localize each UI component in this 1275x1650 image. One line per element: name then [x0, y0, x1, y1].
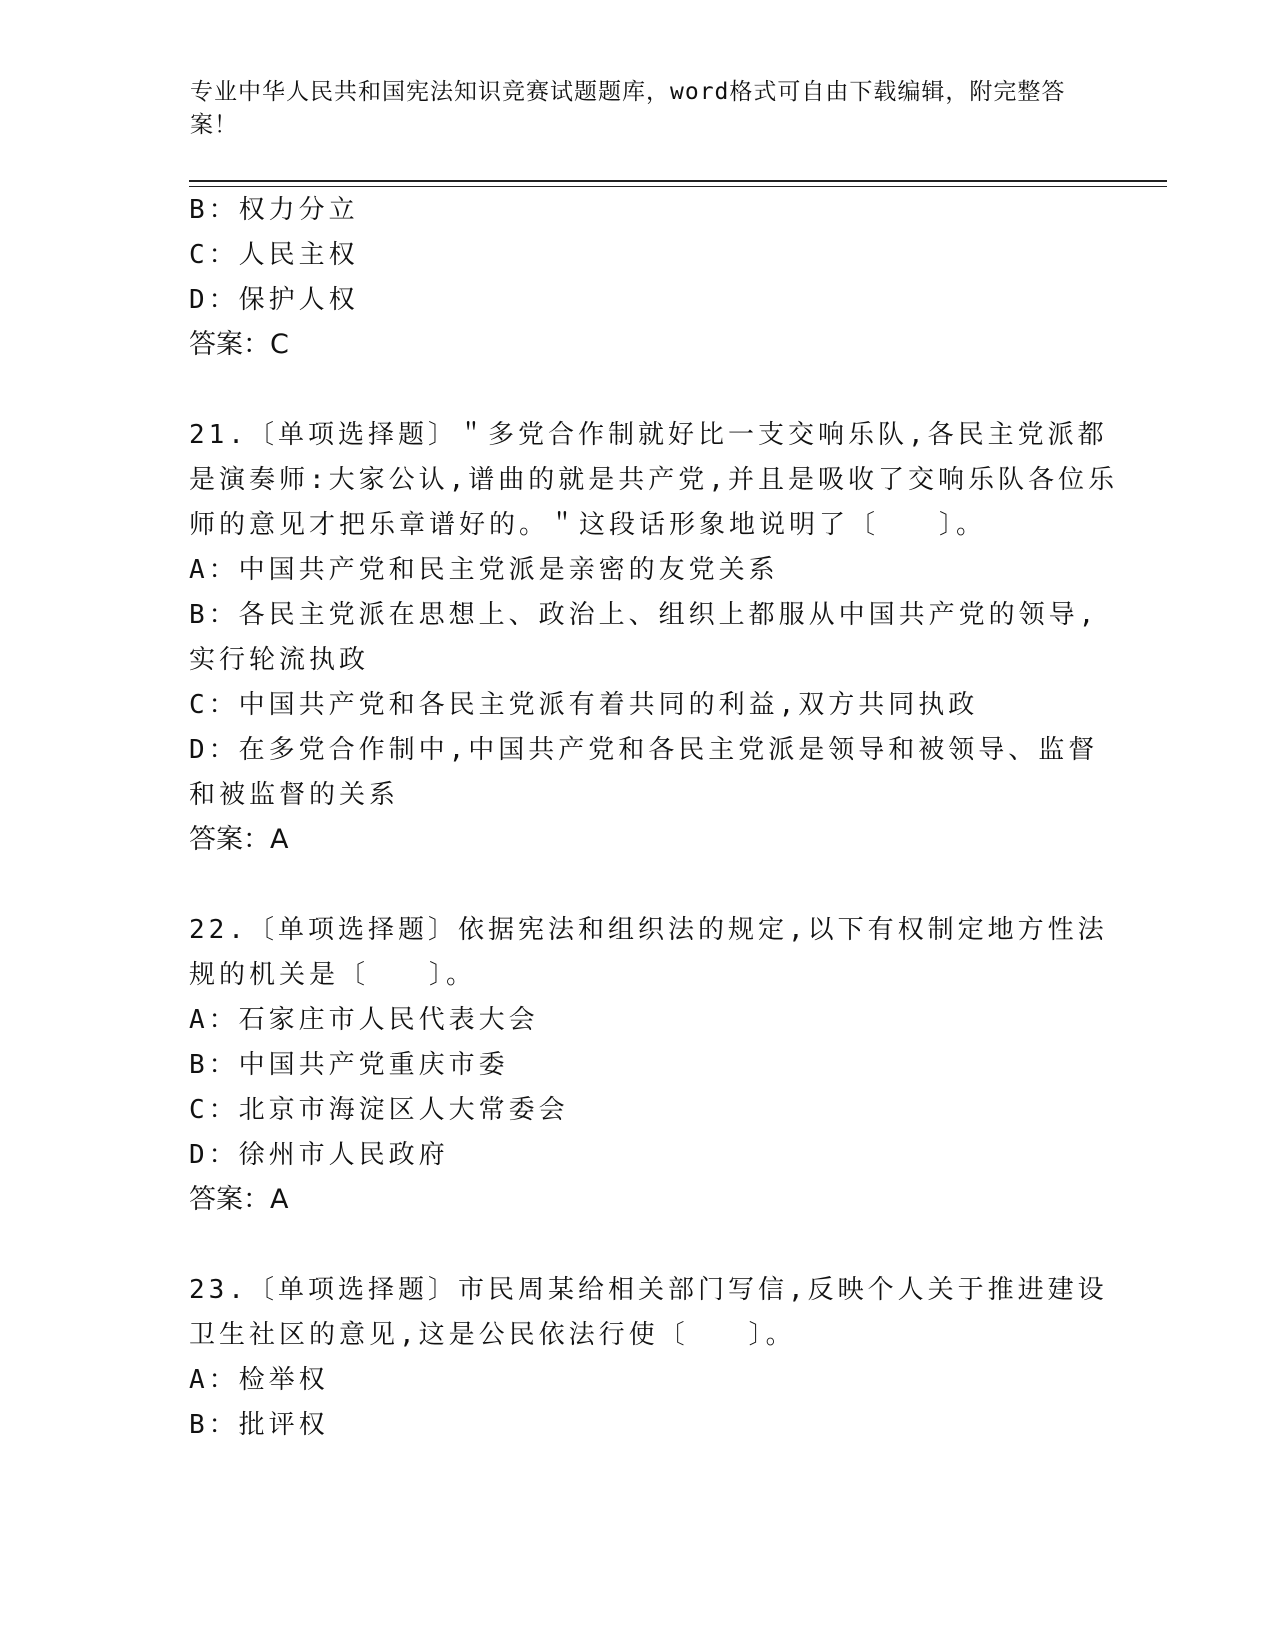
- header-rule-thick: [189, 180, 1167, 182]
- question-22-line-1: 22.〔单项选择题〕依据宪法和组织法的规定,以下有权制定地方性法: [189, 915, 1108, 945]
- q21-option-b-line-1: B：各民主党派在思想上、政治上、组织上都服从中国共产党的领导,: [189, 600, 1099, 630]
- q21-option-d-line-2: 和被监督的关系: [189, 780, 400, 810]
- question-23-line-1: 23.〔单项选择题〕市民周某给相关部门写信,反映个人关于推进建设: [189, 1275, 1108, 1305]
- question-21-line-2: 是演奏师:大家公认,谱曲的就是共产党,并且是吸收了交响乐队各位乐: [189, 465, 1118, 495]
- q22-option-c: C：北京市海淀区人大常委会: [189, 1095, 569, 1125]
- question-22-line-2: 规的机关是〔 〕。: [189, 960, 477, 990]
- q22-option-d: D：徐州市人民政府: [189, 1140, 449, 1170]
- question-23-line-2: 卫生社区的意见,这是公民依法行使〔 〕。: [189, 1320, 796, 1350]
- question-21-line-3: 师的意见才把乐章谱好的。＂这段话形象地说明了〔 〕。: [189, 510, 987, 540]
- q21-option-c: C：中国共产党和各民主党派有着共同的利益,双方共同执政: [189, 690, 979, 720]
- q23-option-b: B：批评权: [189, 1410, 329, 1440]
- question-21-line-1: 21.〔单项选择题〕＂多党合作制就好比一支交响乐队,各民主党派都: [189, 420, 1108, 450]
- q23-option-a: A：检举权: [189, 1365, 329, 1395]
- q21-option-b-line-2: 实行轮流执政: [189, 645, 370, 675]
- header-rule-thin: [189, 186, 1167, 187]
- q21-option-d-line-1: D：在多党合作制中,中国共产党和各民主党派是领导和被领导、监督: [189, 735, 1099, 765]
- document-header: 专业中华人民共和国宪法知识竞赛试题题库，word格式可自由下载编辑，附完整答案！: [190, 79, 1066, 138]
- q22-option-b: B：中国共产党重庆市委: [189, 1050, 509, 1080]
- option-d: D：保护人权: [189, 285, 359, 315]
- answer-label: 答案：C: [189, 329, 289, 360]
- q22-option-a: A：石家庄市人民代表大会: [189, 1005, 539, 1035]
- option-b: B：权力分立: [189, 195, 359, 225]
- q21-answer: 答案：A: [189, 824, 289, 855]
- q21-option-a: A：中国共产党和民主党派是亲密的友党关系: [189, 555, 779, 585]
- option-c: C：人民主权: [189, 240, 359, 270]
- q22-answer: 答案：A: [189, 1184, 289, 1215]
